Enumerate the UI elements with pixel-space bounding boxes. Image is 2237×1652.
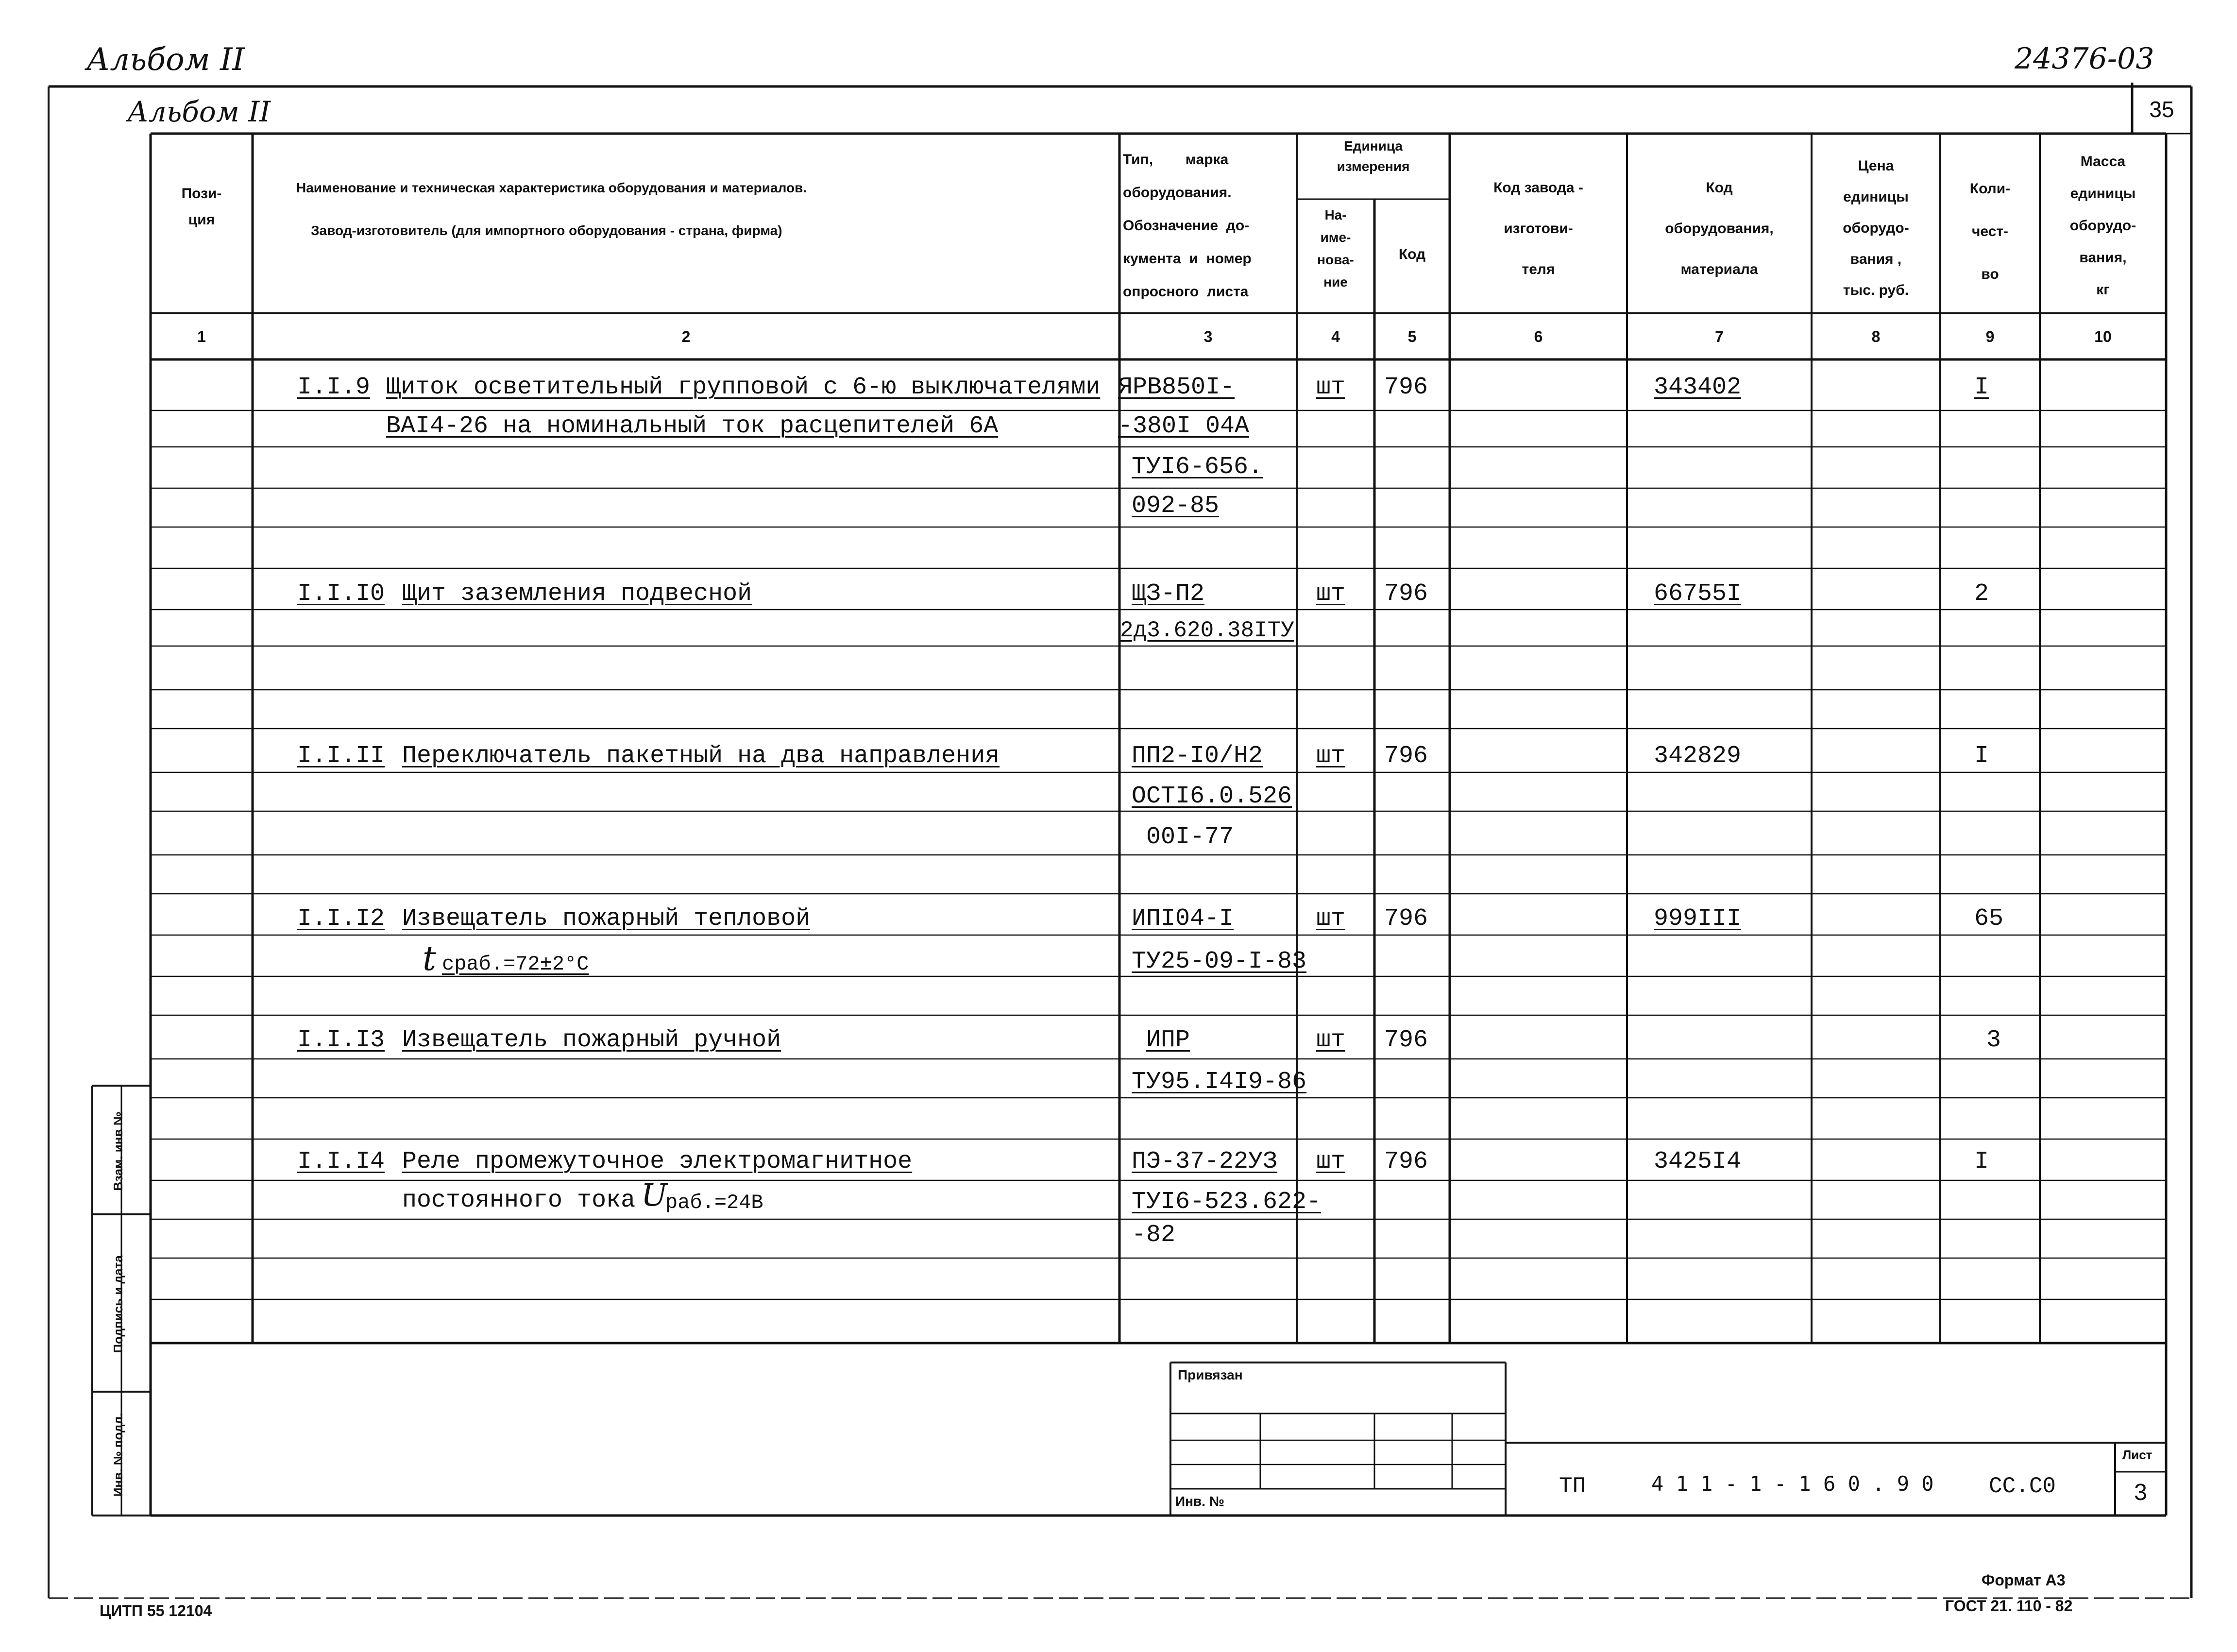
row-equipment-code: 342829 <box>1654 742 1742 770</box>
side-stamp-original-inv: Инв. № подл. <box>111 1413 125 1497</box>
row-quantity: 2 <box>1974 580 1989 608</box>
title-tp: ТП <box>1559 1474 1586 1499</box>
col-header-mass: Масса единицы оборудо- вания, кг <box>2069 153 2136 298</box>
side-stamp-signature-date: Подпись и дата <box>111 1255 125 1353</box>
row-unit: шт <box>1316 905 1346 933</box>
row-unit-code: 796 <box>1384 374 1428 401</box>
row-name-line: Щиток осветительный групповой с 6-ю выключателями <box>386 374 1101 401</box>
col-number-2: 2 <box>681 328 691 345</box>
row-type-line: ПП2-I0/Н2 <box>1132 742 1263 770</box>
col-number-7: 7 <box>1715 328 1724 345</box>
inventory-number-label: Инв. № <box>1175 1494 1225 1509</box>
row-type-line: -82 <box>1132 1221 1176 1249</box>
col-header-name-line2: Завод-изготовитель (для импортного оборудования - страна, фирма) <box>311 223 782 238</box>
col-number-6: 6 <box>1534 328 1543 345</box>
document-number: 24376-03 <box>2015 42 2154 76</box>
row-quantity: 65 <box>1974 905 2004 933</box>
sheet-label: Лист <box>2122 1448 2152 1462</box>
row-type-line: ТУI6-656. <box>1132 453 1263 481</box>
col-header-unit-code: Код <box>1398 246 1426 262</box>
col-number-8: 8 <box>1871 328 1881 345</box>
col-number-9: 9 <box>1985 328 1995 345</box>
row-name-line: Реле промежуточное электромагнитное <box>402 1148 913 1175</box>
col-header-position: Пози- ция <box>181 186 222 228</box>
row-type-line: ЩЗ-П2 <box>1132 580 1205 608</box>
row-unit-code: 796 <box>1384 905 1428 933</box>
row-position: I.I.I0 <box>297 580 385 608</box>
condition-symbol: U <box>641 1177 667 1213</box>
row-name-line: Извещатель пожарный тепловой <box>402 905 811 933</box>
row-type-line: 2д3.620.38IТУ <box>1120 618 1294 643</box>
privyazan-label: Привязан <box>1178 1367 1243 1382</box>
col-number-10: 10 <box>2094 328 2112 345</box>
row-type-line: ИПР <box>1146 1026 1190 1054</box>
col-number-4: 4 <box>1331 328 1340 345</box>
row-type-line: ТУ95.I4I9-86 <box>1132 1068 1307 1096</box>
row-type-line: ИПI04-I <box>1132 905 1234 933</box>
row-unit-code: 796 <box>1384 580 1428 608</box>
row-name-line: Извещатель пожарный ручной <box>402 1026 781 1054</box>
row-position: I.I.I3 <box>297 1026 385 1054</box>
row-unit-code: 796 <box>1384 742 1428 770</box>
row-type-line: ПЭ-37-22УЗ <box>1132 1148 1278 1175</box>
row-type-line: 00I-77 <box>1146 823 1234 851</box>
row-quantity: I <box>1974 742 1989 770</box>
row-equipment-code: 66755I <box>1654 580 1742 608</box>
col-number-1: 1 <box>197 328 206 345</box>
sheet-number: 3 <box>2134 1480 2147 1505</box>
row-quantity: I <box>1974 1148 1989 1175</box>
row-condition: раб.=24В <box>665 1191 763 1214</box>
footer-format: Формат А3 <box>1982 1571 2066 1589</box>
row-unit-code: 796 <box>1384 1148 1428 1175</box>
row-position: I.I.I4 <box>297 1148 385 1175</box>
row-unit: шт <box>1316 1026 1346 1054</box>
row-unit: шт <box>1316 1148 1346 1175</box>
album-label-inner: Альбом II <box>127 95 271 128</box>
row-type-line: 092-85 <box>1132 492 1220 520</box>
project-code: 4 1 1 - 1 - 1 6 0 . 9 0 <box>1651 1472 1934 1496</box>
col-header-unit-group: Единица измерения <box>1337 138 1410 174</box>
row-type-line: ТУ25-09-I-83 <box>1132 948 1307 975</box>
col-header-name-line1: Наименование и техническая характеристика оборудования и материалов. <box>296 180 807 195</box>
row-equipment-code: 343402 <box>1654 374 1742 401</box>
row-position: I.I.9 <box>297 374 371 401</box>
row-quantity: I <box>1974 374 1989 401</box>
col-number-3: 3 <box>1203 328 1213 345</box>
row-name-line: Переключатель пакетный на два направления <box>402 742 1000 770</box>
row-equipment-code: 3425I4 <box>1654 1148 1742 1175</box>
row-name-line: ВАI4-26 на номинальный ток расцепителей 6А <box>386 412 999 440</box>
row-unit: шт <box>1316 742 1346 770</box>
row-type-line: -380I 04А <box>1118 412 1250 440</box>
row-type-line: ОСТI6.0.526 <box>1132 783 1292 810</box>
footer-catalog-code: ЦИТП 55 12104 <box>100 1602 212 1619</box>
row-condition: сраб.=72±2°С <box>442 953 589 976</box>
document-mark: СС.С0 <box>1989 1474 2056 1499</box>
row-name-line: постоянного тока <box>402 1187 636 1214</box>
col-header-price: Цена единицы оборудо- вания , тыс. руб. <box>1843 158 1909 298</box>
row-quantity: 3 <box>1986 1026 2001 1054</box>
page-number: 35 <box>2149 97 2174 122</box>
footer-gost: ГОСТ 21. 110 - 82 <box>1945 1597 2073 1615</box>
row-name-line: Щит заземления подвесной <box>402 580 752 608</box>
row-position: I.I.II <box>297 742 385 770</box>
col-header-quantity: Коли- чест- во <box>1969 181 2011 282</box>
row-unit: шт <box>1316 580 1346 608</box>
col-header-type: Тип, марка оборудования. Обозначение до- кумента и номер опросного листа <box>1123 152 1252 300</box>
col-header-equipment-code: Код оборудования, материала <box>1665 180 1774 277</box>
col-header-factory-code: Код завода - изготови- теля <box>1493 180 1583 277</box>
condition-symbol: t <box>423 938 437 978</box>
row-type-line: ЯРВ850I- <box>1118 374 1235 401</box>
row-type-line: ТУI6-523.622- <box>1132 1188 1322 1216</box>
col-header-unit-name: На- име- нова- ние <box>1317 207 1354 290</box>
row-unit: шт <box>1316 374 1346 401</box>
row-equipment-code: 999III <box>1654 905 1742 933</box>
album-label-top: Альбом II <box>86 42 245 78</box>
row-position: I.I.I2 <box>297 905 385 933</box>
row-unit-code: 796 <box>1384 1026 1428 1054</box>
col-number-5: 5 <box>1407 328 1417 345</box>
side-stamp-replacement-inv: Взам. инв № <box>111 1111 125 1191</box>
